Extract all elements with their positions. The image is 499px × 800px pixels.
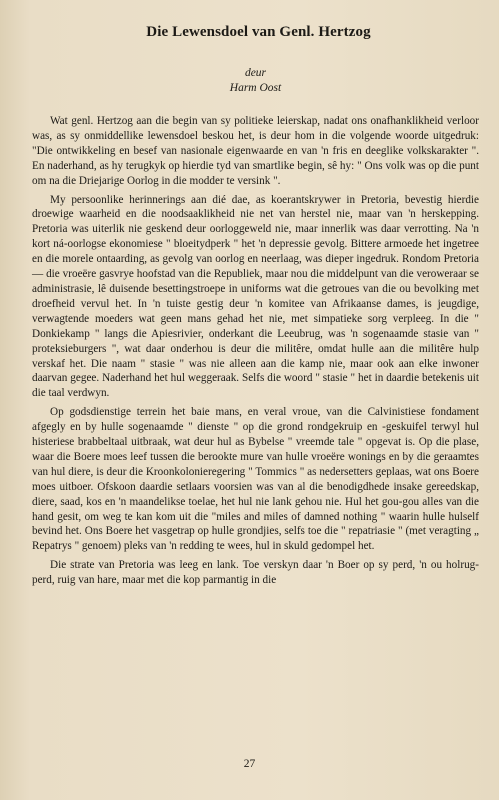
byline-prefix: deur — [244, 67, 267, 79]
article-title: Die Lewensdoel van Genl. Hertzog — [146, 24, 371, 40]
byline — [32, 66, 479, 96]
page-number: 27 — [243, 758, 256, 770]
paragraph: Die strate van Pretoria was leeg en lank. Toe verskyn daar 'n Boer op sy perd, 'n ou holrug-perd, ruig van hare, maar met die kop parmantig in die — [32, 559, 479, 587]
author-name: Harm Oost — [229, 82, 282, 94]
article-body — [32, 114, 479, 588]
paragraph: Op godsdienstige terrein het baie mans, en veral vroue, van die Calvinistiese fondament afgegly en by hulle sogenaamde " dienste " op die grond rondgekruip en -geskuifel terwyl hul histeriese brabbeltaal uitbraak, wat deur hul as Bybelse " vreemde tale " opgevat is. Op die plase, waar die Boere moes leef tussen die berookte mure van hulle vroeëre wonings en by die geraamtes van hul diere, is deur die Kroonkolonieregering " Tommics " as nedersetters geplaas, wat ons Boere moes uitboer. Ofskoon daardie setlaars voorsien was van al die benodigdhede insake gereedskap, diere, saad, kos en 'n maandelikse toelae, het hul nie lank gehou nie. Hul het gou-gou alles van die hand gesit, om weg te kan kom uit die "miles and miles of damned nothing " waarin hulle hulself bevind het. Ons Boere het vasgetrap op hulle grondjies, selfs toe die " repatriasie " (met veragting „ Repatrys " genoem) pleks van 'n redding te wees, hul in skuld gedompel het. — [32, 406, 479, 553]
paragraph: Wat genl. Hertzog aan die begin van sy politieke leierskap, nadat ons onafhanklikheid verloor was, as sy onmiddellike lewensdoel beskou het, is deur hom in die volgende woorde uitgedruk: "Die ontwikkeling en besef van nasionale eigenwaarde en van 'n fris en deeglike volkskarakter ". En naderhand, as hy terugkyk op hierdie tyd van smartlike begin, sê hy: " Ons volk was op die punt om na die Driejarige Oorlog in die modder te versink ". — [32, 115, 479, 187]
paragraph: My persoonlike herinnerings aan dié dae, as koerantskrywer in Pretoria, bevestig hierdie droewige waarheid en die noodsaaklikheid nie net van herstel nie, maar van 'n herskepping. Pretoria was uiterlik nie geskend deur oorloggeweld nie, maar innerlik was daar verrotting. Na 'n kort ná-oorlogse ekonomiese " bloeitydperk " het 'n depressie gevolg. Bittere armoede het ingetree en die morele ontaarding, as gevolg van oorlog en neerlaag, was dieper ingedruk. Rondom Pretoria — die vroeëre gasvrye hoofstad van die Republiek, maar nou die middelpunt van die veroweraar se administrasie, lê duisende besettingstroepe in uniforms wat die getroues van die ou bevolking met droefheid vervul het. In 'n tuiste gestig deur 'n komitee van Afrikaanse dames, is jeugdige, verwagtende moeders wat geen mans gehad het nie, met simpatieke sorg verpleeg. In die " Donkiekamp " langs die Apiesrivier, onderkant die Leeubrug, was 'n sogenaamde stasie van " proteksieburgers ", wat daar onderhou is deur die militêre, omdat hulle aan die militêre hulp verskaf het. Die naam " stasie " was nie alleen aan die kamp nie, maar ook aan elke inwoner daarvan gegee. Naderhand het hul weggeraak. Selfs die woord " stasie " het in daardie betekenis uit die taal verdwyn. — [32, 193, 479, 400]
